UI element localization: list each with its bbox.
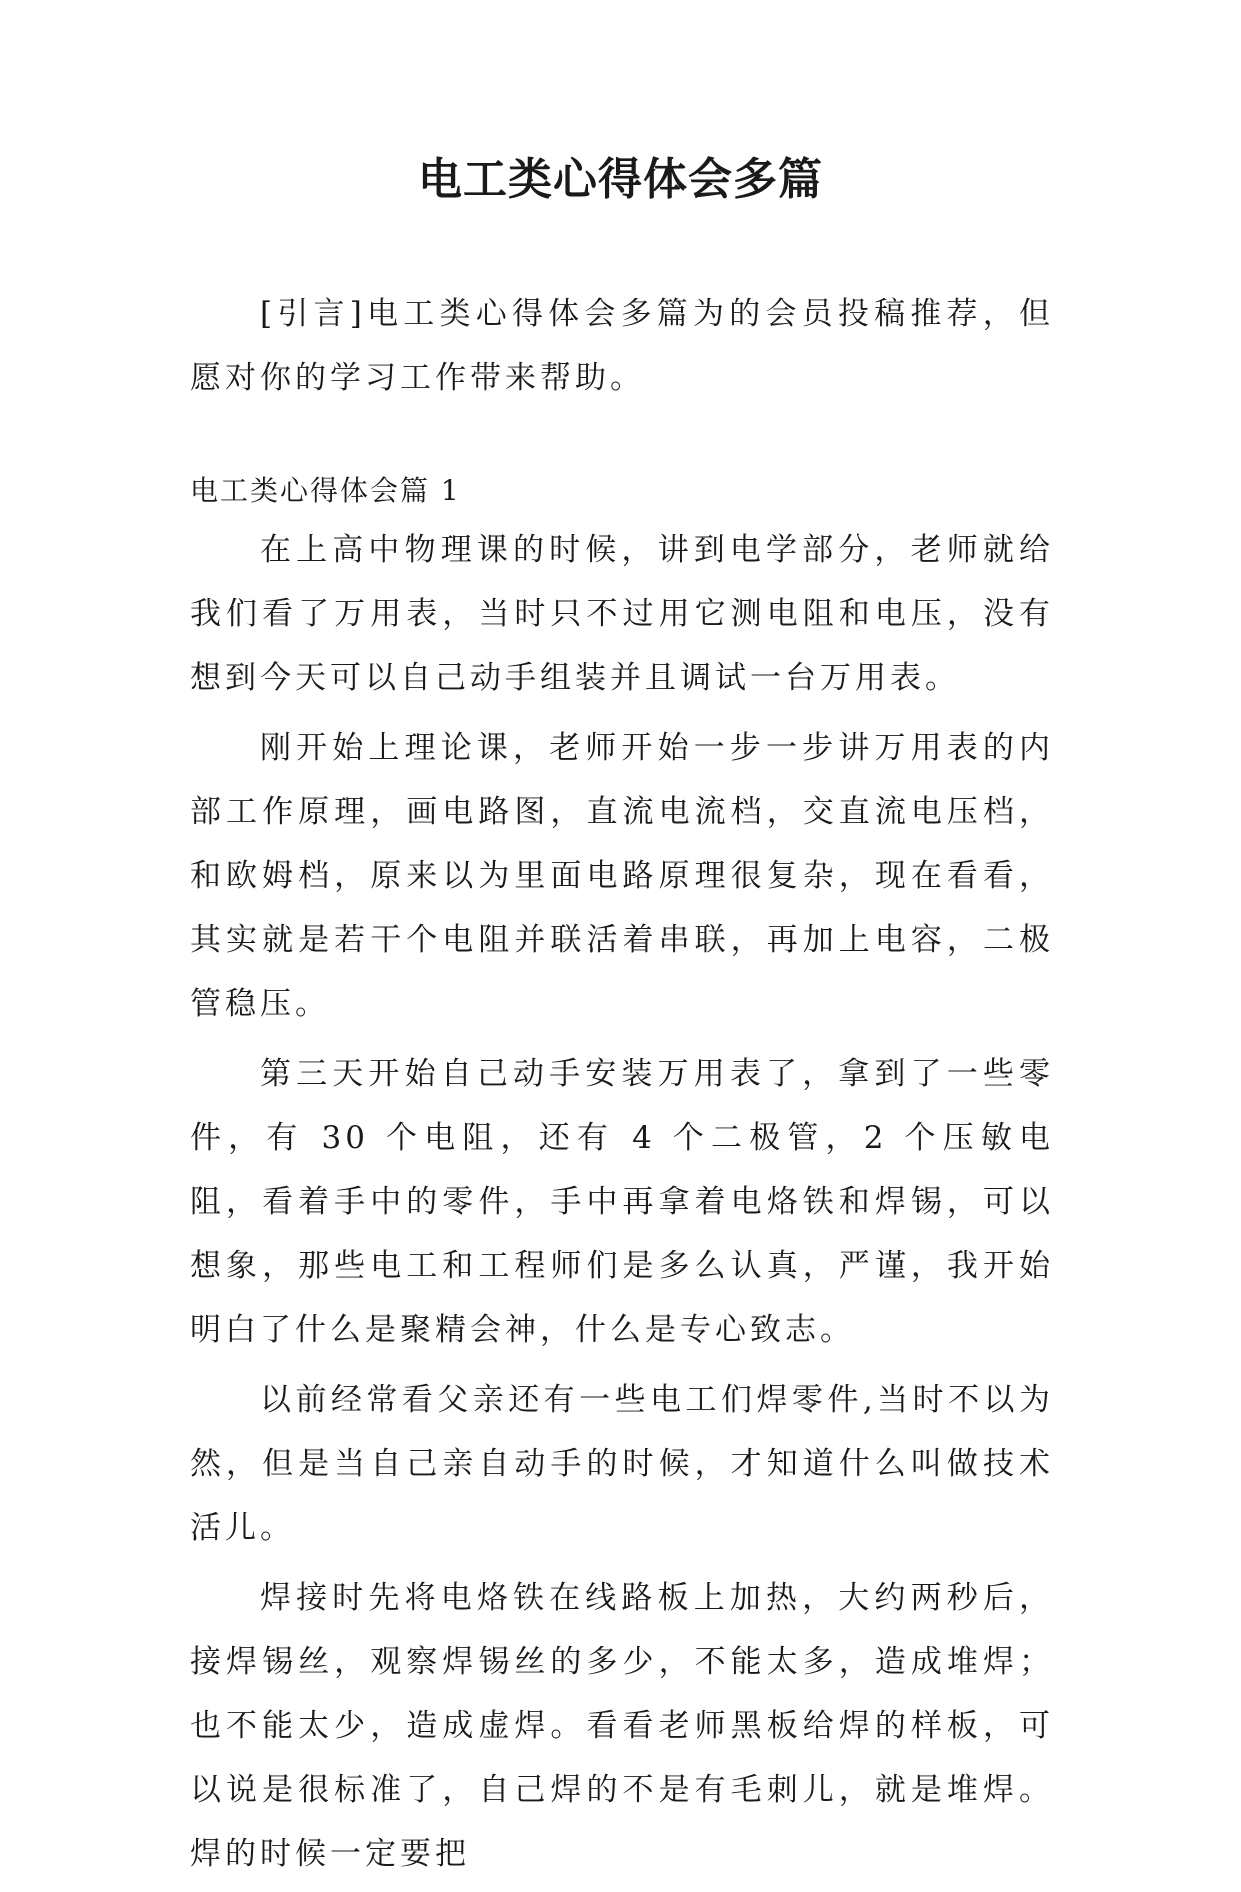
section-heading: 电工类心得体会篇 1: [190, 474, 461, 507]
page-title: 电工类心得体会多篇: [418, 154, 823, 205]
paragraph: 焊接时先将电烙铁在线路板上加热，大约两秒后，接焊锡丝，观察焊锡丝的多少，不能太多，造成堆焊；也不能太少，造成虚焊。看看老师黑板给焊的样板，可以说是很标准了，自己焊的不是有毛刺儿，就是堆焊。焊的时候一定要把: [190, 1580, 1054, 1872]
section-content: [190, 518, 1054, 1892]
intro-text: [引言]电工类心得体会多篇为的会员投稿推荐，但愿对你的学习工作带来帮助。: [190, 296, 1054, 396]
paragraph: 第三天开始自己动手安装万用表了，拿到了一些零件，有 30 个电阻，还有 4 个二极管，2 个压敏电阻，看着手中的零件，手中再拿着电烙铁和焊锡，可以想象，那些电工和工程师们是多么认真，严谨，我开始明白了什么是聚精会神，什么是专心致志。: [190, 1056, 1054, 1348]
paragraph: 以前经常看父亲还有一些电工们焊零件,当时不以为然，但是当自己亲自动手的时候，才知道什么叫做技术活儿。: [190, 1382, 1054, 1546]
paragraph: 在上高中物理课的时候，讲到电学部分，老师就给我们看了万用表，当时只不过用它测电阻和电压，没有想到今天可以自己动手组装并且调试一台万用表。: [190, 532, 1054, 696]
paragraph: 刚开始上理论课，老师开始一步一步讲万用表的内部工作原理，画电路图，直流电流档，交直流电压档，和欧姆档，原来以为里面电路原理很复杂，现在看看，其实就是若干个电阻并联活着串联，再加上电容，二极管稳压。: [190, 730, 1054, 1022]
intro-paragraph: [190, 282, 1054, 416]
